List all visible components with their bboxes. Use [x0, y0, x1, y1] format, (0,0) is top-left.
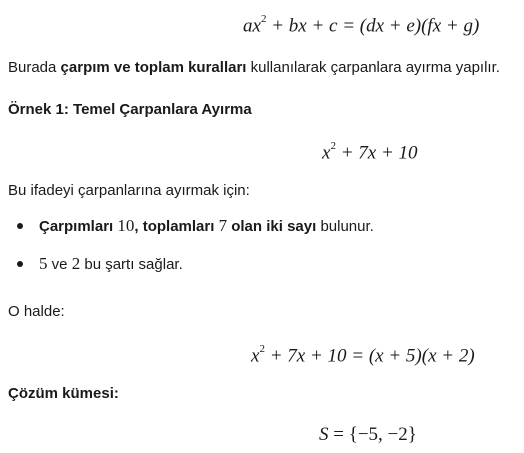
intro-bold: çarpım ve toplam kuralları [60, 59, 247, 76]
general-equation-lhs: ax [243, 15, 261, 37]
bullet-item-2 [39, 254, 183, 275]
bullet-1-bold-b: , toplamları [134, 218, 219, 235]
bullet-2-text-a: ve [47, 256, 72, 273]
bullet-item-1 [39, 216, 374, 237]
bullet-dot [17, 223, 23, 229]
bullet-2-text-b: bu şartı sağlar. [80, 256, 183, 273]
example-heading: Örnek 1: Temel Çarpanlara Ayırma [8, 101, 252, 118]
bullet-1-math-b: 7 [218, 216, 228, 235]
bullet-1-math-a: 10 [117, 216, 135, 235]
example-equation-rest: + 7x + 10 [335, 142, 418, 164]
factor-intro: Bu ifadeyi çarpanlarına ayırmak için: [8, 182, 250, 199]
general-equation-exponent: 2 [260, 13, 267, 25]
example-equation-exponent: 2 [330, 140, 336, 152]
bullet-dot [17, 261, 23, 267]
factored-equation-base: x [251, 345, 260, 367]
intro-text [8, 58, 500, 78]
general-equation [243, 9, 479, 38]
therefore-text: O halde: [8, 303, 65, 320]
general-equation-rest: + bx + c = (dx + e)(fx + g) [266, 15, 480, 37]
solution-label: Çözüm kümesi: [8, 385, 119, 402]
example-equation [322, 136, 418, 165]
bullet-1-bold-c: olan iki sayı [227, 218, 317, 235]
bullet-2-math-b: 2 [71, 254, 81, 273]
bullet-1-text: bulunur. [316, 218, 374, 235]
factored-equation-rest: + 7x + 10 = (x + 5)(x + 2) [264, 345, 475, 367]
factored-equation [251, 339, 475, 368]
bullet-1-bold-a: Çarpımları [39, 218, 118, 235]
bullet-2-math-a: 5 [39, 254, 48, 273]
solution-equation-lhs: S [319, 424, 329, 445]
solution-equation-rest: = {−5, −2} [328, 424, 417, 445]
factored-equation-exponent: 2 [259, 343, 265, 355]
example-equation-base: x [322, 142, 331, 164]
intro-before: Burada [8, 59, 61, 76]
intro-after: kullanılarak çarpanlara ayırma yapılır. [246, 59, 500, 76]
solution-equation [319, 423, 417, 447]
